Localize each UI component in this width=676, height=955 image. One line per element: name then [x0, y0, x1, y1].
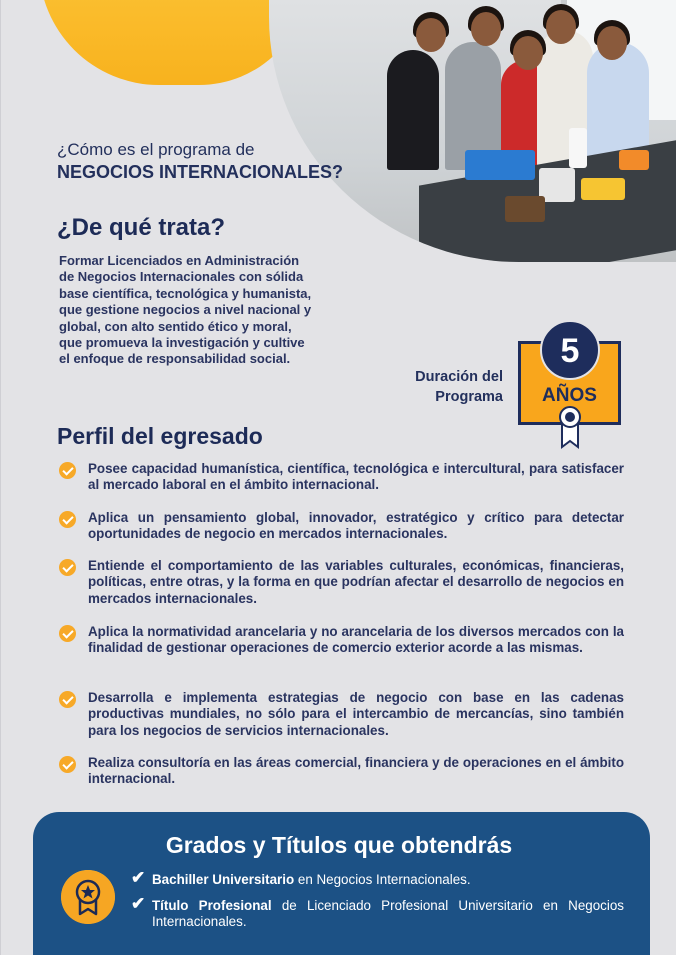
- degree-item-text: [152, 872, 624, 888]
- degree-item: [131, 894, 624, 931]
- degree-title: Bachiller Universitario: [152, 872, 295, 887]
- about-line: el enfoque de responsabilidad social.: [59, 351, 291, 367]
- degree-detail: de Licenciado Profesional Universitario en Negocios Internacionales.: [152, 898, 624, 930]
- checkmark-icon: ✔: [131, 894, 146, 913]
- about-heading: ¿De qué trata?: [57, 214, 226, 241]
- profile-heading: Perfil del egresado: [57, 423, 263, 449]
- check-circle-icon: [59, 511, 76, 528]
- about-line: que gestione negocios a nivel nacional y: [59, 302, 312, 318]
- photo-head: [546, 10, 576, 44]
- about-line: que promueva la investigación y cultive: [59, 335, 305, 351]
- photo-head: [471, 12, 501, 46]
- degrees-heading: Grados y Títulos que obtendrás: [165, 832, 513, 858]
- profile-item: [59, 510, 624, 543]
- photo-head: [416, 18, 446, 52]
- checkmark-icon: ✔: [131, 868, 146, 887]
- profile-item-text: Desarrolla e implementa estrategias de negocio con base en las cadenas productivas mundiales, no sólo para el intercambio de mercancías, sino también para los negocios de servicios internacionales.: [88, 690, 624, 738]
- photo-head: [597, 26, 627, 60]
- profile-item-text: Aplica la normatividad arancelaria y no arancelaria de los diversos mercados con la finalidad de gestionar operaciones de comercio exterior acorde a las mismas.: [88, 624, 624, 656]
- about-line: de Negocios Internacionales con sólida: [59, 269, 304, 285]
- degree-detail: en Negocios Internacionales.: [294, 872, 471, 887]
- program-name: NEGOCIOS INTERNACIONALES?: [57, 162, 344, 182]
- photo-object: [465, 150, 535, 180]
- profile-item: [59, 558, 624, 607]
- check-circle-icon: [59, 462, 76, 479]
- degree-title: Título Profesional: [152, 898, 272, 913]
- profile-item: [59, 461, 624, 494]
- students-photo: [269, 0, 676, 262]
- program-question: ¿Cómo es el programa de: [57, 140, 255, 159]
- medal-icon: [557, 405, 583, 449]
- photo-object: [505, 196, 545, 222]
- photo-object: [569, 128, 587, 168]
- check-circle-icon: [59, 756, 76, 773]
- duration-unit: AÑOS: [542, 385, 597, 406]
- photo-object: [619, 150, 649, 170]
- profile-item: [59, 755, 624, 788]
- profile-item: [59, 624, 624, 657]
- profile-item-text: Realiza consultoría en las áreas comercial, financiera y de operaciones en el ámbito internacional.: [88, 755, 624, 787]
- duration-label-line: Duración del: [415, 369, 503, 385]
- about-line: Formar Licenciados en Administración: [59, 253, 300, 268]
- photo-person: [387, 50, 439, 170]
- about-line: base científica, tecnológica y humanista,: [59, 285, 312, 301]
- photo-head: [513, 36, 543, 70]
- duration-label: [381, 367, 503, 407]
- profile-item-text: Entiende el comportamiento de las variables culturales, económicas, financieras, políticas, entre otras, y la forma en que podrían afectar el desarrollo de negocios en mercados internacionales.: [88, 558, 624, 606]
- award-icon: [61, 870, 115, 924]
- check-circle-icon: [59, 559, 76, 576]
- profile-item-text: Aplica un pensamiento global, innovador, estratégico y crítico para detectar oportunidades de negocio en mercados internacionales.: [88, 510, 624, 542]
- duration-number: 5: [540, 320, 600, 380]
- profile-item: [59, 690, 624, 739]
- about-description: [59, 253, 359, 368]
- profile-item-text: Posee capacidad humanística, científica, tecnológica e intercultural, para satisfacer al mercado laboral en el ámbito internacional.: [88, 461, 624, 493]
- check-circle-icon: [59, 691, 76, 708]
- photo-object: [581, 178, 625, 200]
- check-circle-icon: [59, 625, 76, 642]
- degree-item-text: [152, 898, 624, 931]
- degree-item: [131, 868, 624, 888]
- about-line: global, con alto sentido ético y moral,: [59, 318, 292, 334]
- duration-label-line: Programa: [435, 389, 503, 405]
